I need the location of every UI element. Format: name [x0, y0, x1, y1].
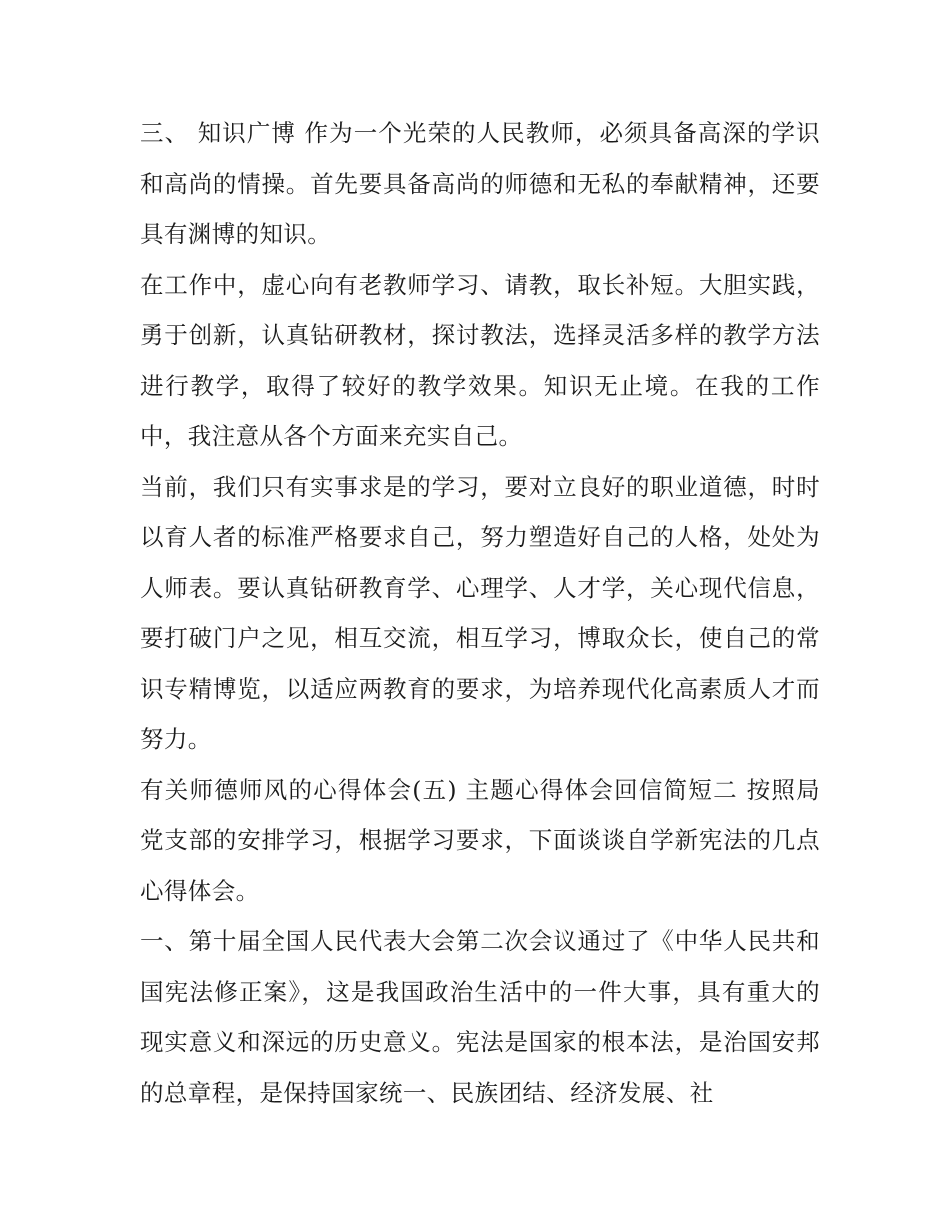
document-body	[140, 108, 820, 1118]
paragraph-heading-five: 有关师德师风的心得体会(五) 主题心得体会回信简短二 按照局党支部的安排学习，根据学习要求，下面谈谈自学新宪法的几点心得体会。	[140, 775, 820, 905]
paragraph-constitution: 一、第十届全国人民代表大会第二次会议通过了《中华人民共和国宪法修正案》，这是我国政治生活中的一件大事，具有重大的现实意义和深远的历史意义。宪法是国家的根本法，是治国安邦的总章程，是保持国家统一、民族团结、经济发展、社	[140, 927, 820, 1107]
paragraph-current: 当前，我们只有实事求是的学习，要对立良好的职业道德，时时以育人者的标准严格要求自己，努力塑造好自己的人格，处处为人师表。要认真钻研教育学、心理学、人才学，关心现代信息，要打破门户之见，相互交流，相互学习，博取众长，使自己的常识专精博览，以适应两教育的要求，为培养现代化高素质人才而努力。	[140, 472, 820, 753]
paragraph-knowledge: 三、 知识广博 作为一个光荣的人民教师，必须具备高深的学识和高尚的情操。首先要具备高尚的师德和无私的奉献精神，还要具有渊博的知识。	[140, 119, 820, 248]
paragraph-work: 在工作中，虚心向有老教师学习、请教，取长补短。大胆实践，勇于创新，认真钻研教材，探讨教法，选择灵活多样的教学方法进行教学，取得了较好的教学效果。知识无止境。在我的工作中，我注意从各个方面来充实自己。	[140, 270, 820, 450]
